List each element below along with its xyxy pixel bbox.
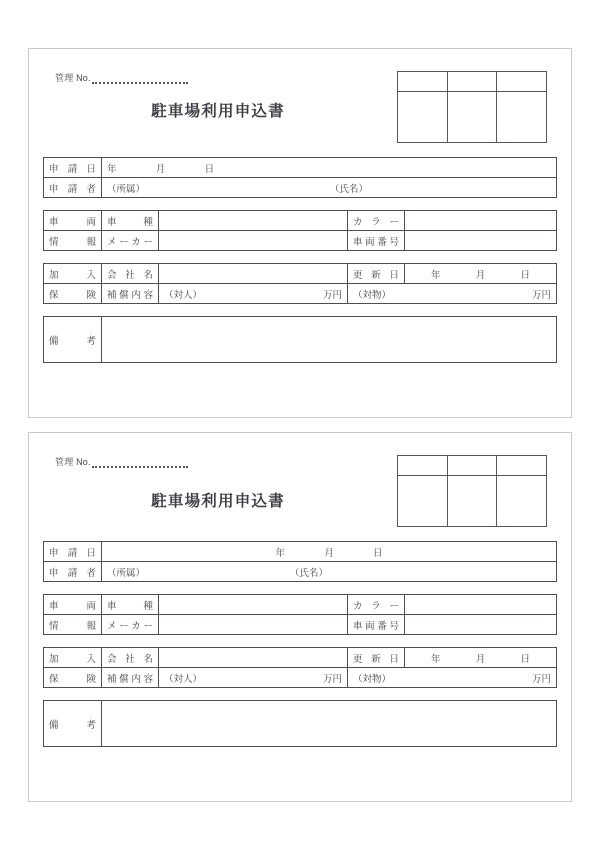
table-row	[44, 158, 557, 178]
vehicle-maker-label: メーカー	[102, 231, 159, 251]
table-row	[44, 542, 557, 562]
insurance-section-label: 保 険	[44, 284, 102, 304]
bodily-injury-unit: 万円	[322, 289, 342, 301]
day-unit-label: 日	[204, 163, 215, 175]
property-damage-coverage-input[interactable]	[348, 668, 557, 688]
approval-stamp-cell[interactable]	[448, 92, 498, 142]
vehicle-color-label: カ ラ ー	[348, 211, 405, 231]
application-date-label: 申請日	[44, 158, 102, 178]
table-row	[44, 595, 557, 615]
insurance-company-label: 会 社 名	[102, 648, 159, 668]
vehicle-number-label: 車両番号	[348, 615, 405, 635]
table-row	[44, 668, 557, 688]
bodily-injury-unit: 万円	[322, 673, 342, 685]
applicant-input[interactable]	[102, 562, 557, 582]
approval-stamp-header-cell[interactable]	[497, 456, 546, 475]
insurance-info-table	[43, 263, 557, 304]
table-row	[44, 231, 557, 251]
approval-stamp-header-cell[interactable]	[448, 456, 498, 475]
table-row	[44, 562, 557, 582]
day-unit-label: 日	[520, 653, 531, 665]
control-number-dotted-line	[92, 463, 188, 468]
vehicle-type-input[interactable]	[159, 211, 348, 231]
bodily-injury-label: （対人）	[164, 289, 203, 301]
applicant-input[interactable]	[102, 178, 557, 198]
vehicle-color-input[interactable]	[405, 595, 557, 615]
year-unit-label: 年	[107, 163, 117, 175]
bodily-injury-coverage-input[interactable]	[159, 668, 348, 688]
table-row	[44, 211, 557, 231]
property-damage-coverage-input[interactable]	[348, 284, 557, 304]
property-damage-unit: 万円	[531, 289, 551, 301]
form-title: 駐車場利用申込書	[151, 493, 285, 510]
application-date-label: 申請日	[44, 542, 102, 562]
insurance-info-table	[43, 647, 557, 688]
remarks-label: 備 考	[44, 317, 102, 363]
approval-stamp-grid[interactable]	[397, 455, 547, 527]
vehicle-info-section-label: 車 両	[44, 595, 102, 615]
table-row	[44, 264, 557, 284]
vehicle-info-table	[43, 210, 557, 251]
insurance-section-label: 加 入	[44, 264, 102, 284]
year-unit-label: 年	[430, 269, 441, 281]
property-damage-unit: 万円	[531, 673, 551, 685]
approval-stamp-grid[interactable]	[397, 71, 547, 143]
property-damage-label: （対物）	[353, 673, 392, 685]
vehicle-maker-input[interactable]	[159, 615, 348, 635]
vehicle-info-section-label: 情 報	[44, 231, 102, 251]
vehicle-color-label: カ ラ ー	[348, 595, 405, 615]
insurance-company-input[interactable]	[159, 648, 348, 668]
year-unit-label: 年	[430, 653, 441, 665]
insurance-renewal-date-input[interactable]	[405, 264, 557, 284]
table-row	[44, 701, 557, 747]
affiliation-label: （所属）	[107, 567, 146, 579]
remarks-table	[43, 316, 557, 363]
form-header	[43, 445, 557, 541]
insurance-coverage-label: 補償内容	[102, 668, 159, 688]
parking-application-form-copy-2	[28, 432, 572, 802]
table-row	[44, 317, 557, 363]
vehicle-number-input[interactable]	[405, 615, 557, 635]
application-date-input[interactable]	[102, 542, 557, 562]
approval-stamp-header-cell[interactable]	[448, 72, 498, 91]
approval-stamp-header-row	[398, 72, 546, 92]
control-number-label: 管理 No.	[55, 457, 91, 467]
table-row	[44, 284, 557, 304]
vehicle-maker-label: メーカー	[102, 615, 159, 635]
bodily-injury-label: （対人）	[164, 673, 203, 685]
remarks-input[interactable]	[102, 701, 557, 747]
year-unit-label: 年	[275, 547, 285, 559]
month-unit-label: 月	[324, 547, 334, 559]
month-unit-label: 月	[475, 653, 486, 665]
table-row	[44, 615, 557, 635]
form-body	[29, 49, 571, 417]
approval-stamp-header-row	[398, 456, 546, 476]
applicant-section-table	[43, 157, 557, 198]
vehicle-type-label: 車 種	[102, 595, 159, 615]
approval-stamp-cell[interactable]	[497, 476, 546, 526]
form-title: 駐車場利用申込書	[151, 103, 285, 120]
table-row	[44, 178, 557, 198]
insurance-company-input[interactable]	[159, 264, 348, 284]
vehicle-number-input[interactable]	[405, 231, 557, 251]
insurance-renewal-date-label: 更新日	[348, 648, 405, 668]
property-damage-label: （対物）	[353, 289, 392, 301]
approval-stamp-header-cell[interactable]	[398, 456, 448, 475]
vehicle-info-table	[43, 594, 557, 635]
approval-stamp-cell[interactable]	[398, 476, 448, 526]
approval-stamp-cell[interactable]	[497, 92, 546, 142]
vehicle-info-section-label: 車 両	[44, 211, 102, 231]
day-unit-label: 日	[373, 547, 383, 559]
month-unit-label: 月	[155, 163, 166, 175]
bodily-injury-coverage-input[interactable]	[159, 284, 348, 304]
approval-stamp-cell[interactable]	[398, 92, 448, 142]
remarks-input[interactable]	[102, 317, 557, 363]
vehicle-number-label: 車両番号	[348, 231, 405, 251]
control-number-field[interactable]	[55, 71, 188, 84]
month-unit-label: 月	[475, 269, 486, 281]
insurance-coverage-label: 補償内容	[102, 284, 159, 304]
insurance-renewal-date-input[interactable]	[405, 648, 557, 668]
insurance-section-label: 保 険	[44, 668, 102, 688]
form-header	[43, 61, 557, 157]
vehicle-color-input[interactable]	[405, 211, 557, 231]
approval-stamp-header-cell[interactable]	[398, 72, 448, 91]
name-label: （氏名）	[290, 567, 329, 579]
vehicle-info-section-label: 情 報	[44, 615, 102, 635]
insurance-section-label: 加 入	[44, 648, 102, 668]
form-body	[29, 433, 571, 801]
approval-stamp-body-row	[398, 476, 546, 526]
parking-application-form-copy-1	[28, 48, 572, 418]
affiliation-label: （所属）	[107, 183, 146, 195]
applicant-label: 申請者	[44, 562, 102, 582]
remarks-label: 備 考	[44, 701, 102, 747]
remarks-table	[43, 700, 557, 747]
control-number-dotted-line	[92, 79, 188, 84]
approval-stamp-cell[interactable]	[448, 476, 498, 526]
vehicle-type-label: 車 種	[102, 211, 159, 231]
approval-stamp-header-cell[interactable]	[497, 72, 546, 91]
day-unit-label: 日	[520, 269, 531, 281]
applicant-label: 申請者	[44, 178, 102, 198]
insurance-renewal-date-label: 更新日	[348, 264, 405, 284]
control-number-label: 管理 No.	[55, 73, 91, 83]
application-date-input[interactable]	[102, 158, 557, 178]
vehicle-maker-input[interactable]	[159, 231, 348, 251]
name-label: （氏名）	[330, 183, 369, 195]
applicant-section-table	[43, 541, 557, 582]
control-number-field[interactable]	[55, 455, 188, 468]
table-row	[44, 648, 557, 668]
vehicle-type-input[interactable]	[159, 595, 348, 615]
approval-stamp-body-row	[398, 92, 546, 142]
insurance-company-label: 会 社 名	[102, 264, 159, 284]
